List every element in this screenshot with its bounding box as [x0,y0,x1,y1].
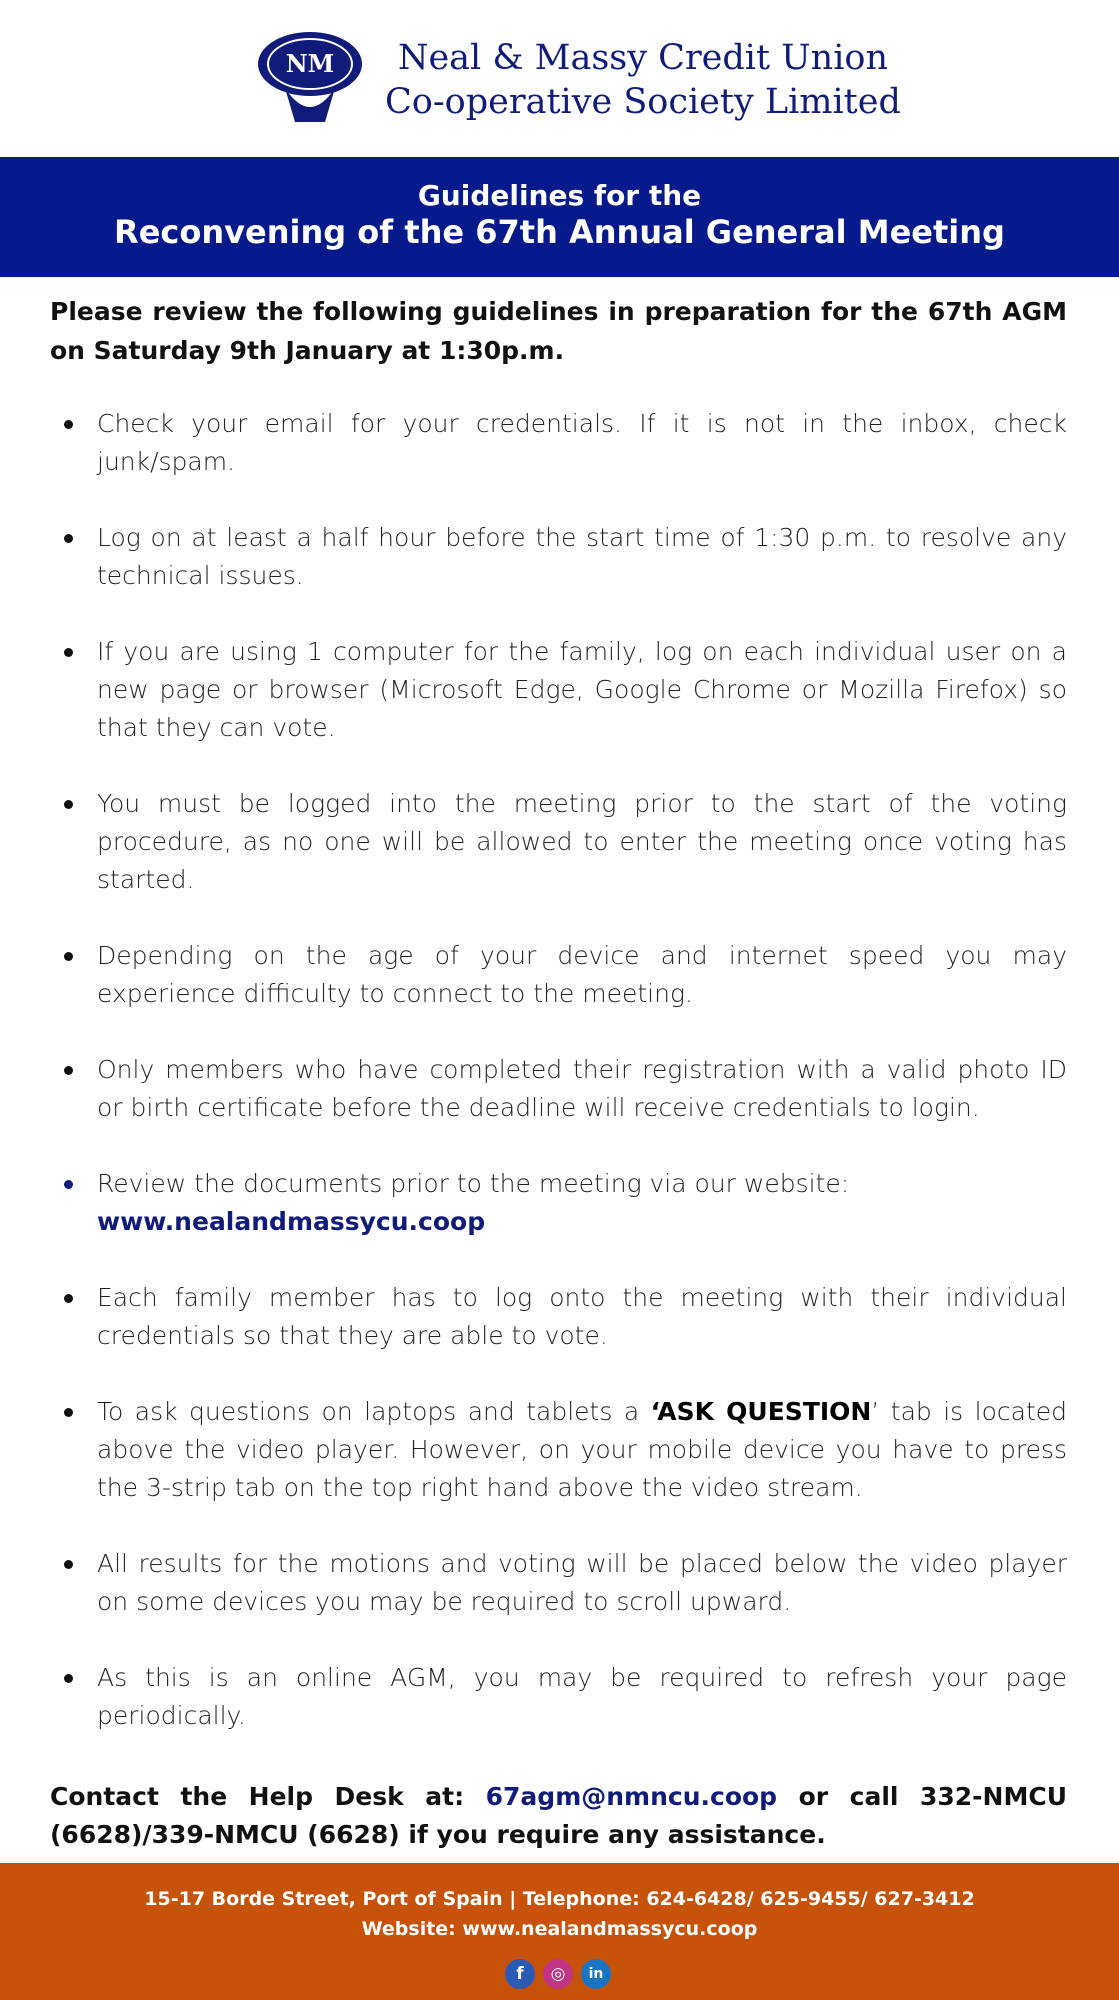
organization-name-line1: Neal & Massy Credit Union [397,38,889,78]
bullet-icon [64,1408,73,1417]
list-item-text: Log on at least a half hour before the start time of 1:30 p.m. to resolve any technical issues. [97,523,1067,590]
bullet-icon [64,1294,73,1303]
footer [0,1863,1119,2000]
contact-text-after: or call 332-NMCU (6628)/339-NMCU (6628) if you require any assistance. [50,1782,1068,1849]
linkedin-icon[interactable]: in [581,1959,611,1989]
list-item-ask-question [50,1393,1067,1507]
help-desk-email-link[interactable]: 67agm@nmncu.coop [485,1782,778,1811]
list-item-text: Only members who have completed their registration with a valid photo ID or birth certificate before the deadline will receive credentials to login. [97,1055,1067,1122]
bullet-icon [64,1560,73,1569]
bullet-icon [64,952,73,961]
list-item [50,633,1067,747]
intro-text: Please review the following guidelines in preparation for the 67th AGM on Saturday 9th January at 1:30p.m. [50,297,1067,365]
list-item-review-documents [50,1165,1067,1241]
footer-website[interactable]: Website: www.nealandmassycu.coop [361,1918,758,1940]
guidelines-list [50,405,1067,1773]
bullet-icon [64,800,73,809]
list-item [50,1545,1067,1621]
list-item [50,405,1067,481]
list-item-text: You must be logged into the meeting prior to the start of the voting procedure, as no one will be allowed to enter the meeting once voting has started. [97,789,1067,894]
header [0,0,1119,157]
bullet-icon [64,420,73,429]
bullet-icon [64,1674,73,1683]
list-item [50,1659,1067,1735]
banner-subtitle: Guidelines for the [417,179,702,212]
organization-name-line2: Co-operative Society Limited [385,82,901,122]
list-item-text-before: To ask questions on laptops and tablets a [97,1397,651,1426]
list-item-text: As this is an online AGM, you may be required to refresh your page periodically. [97,1663,1067,1730]
website-link[interactable]: www.nealandmassycu.coop [97,1207,486,1236]
banner-title: Reconvening of the 67th Annual General Meeting [114,213,1005,251]
logo-lettering: NM [285,49,335,78]
bullet-icon [64,1066,73,1075]
footer-address: 15-17 Borde Street, Port of Spain | Telephone: 624-6428/ 625-9455/ 627-3412 [144,1888,975,1910]
contact-text-before: Contact the Help Desk at: [50,1782,486,1811]
bullet-icon [64,648,73,657]
list-item-text: Check your email for your credentials. If it is not in the inbox, check junk/spam. [97,409,1067,476]
help-desk-contact [50,1778,1067,1854]
list-item-text-after: ’ tab is located above the video player. However, on your mobile device you have to press the 3-strip tab on the top right hand above the video stream. [97,1397,1068,1502]
list-item [50,519,1067,595]
list-item-text: All results for the motions and voting will be placed below the video player on some devices you may be required to scroll upward. [97,1549,1067,1616]
ask-question-label: ‘ASK QUESTION [650,1397,872,1426]
organization-name [385,36,901,124]
list-item [50,937,1067,1013]
list-item-text: Review the documents prior to the meeting via our website: [97,1169,850,1198]
list-item [50,1051,1067,1127]
bullet-icon [64,1180,73,1189]
facebook-icon[interactable]: f [505,1959,535,1989]
bullet-icon [64,534,73,543]
social-links [505,1959,615,1991]
list-item-text: If you are using 1 computer for the family, log on each individual user on a new page or browser (Microsoft Edge, Google Chrome or Mozilla Firefox) so that they can vote. [97,637,1067,742]
list-item-text: Depending on the age of your device and internet speed you may experience difficulty to connect to the meeting. [97,941,1067,1008]
title-banner [0,157,1119,277]
instagram-icon[interactable]: ◎ [543,1959,573,1989]
credit-union-logo [255,30,365,126]
list-item [50,785,1067,899]
list-item [50,1279,1067,1355]
list-item-text: Each family member has to log onto the meeting with their individual credentials so that they are able to vote. [97,1283,1067,1350]
